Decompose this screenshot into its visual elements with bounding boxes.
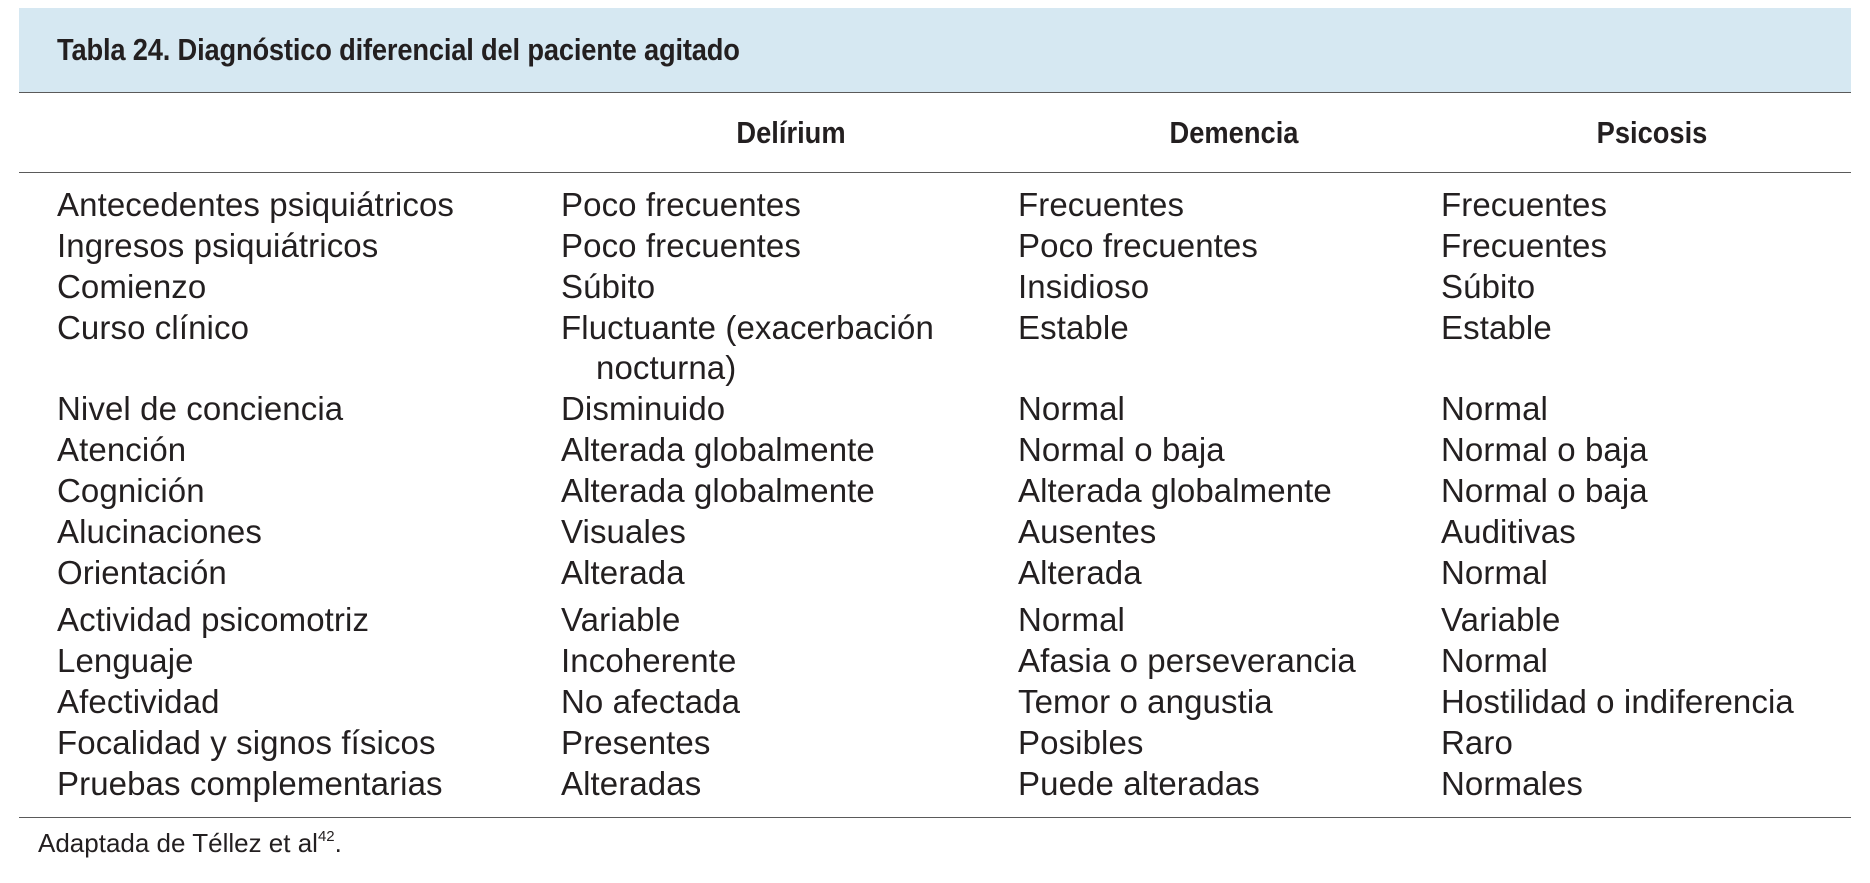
footnote-reference: 42 [317,828,335,845]
cell-psicosis: Auditivas [1441,513,1576,550]
cell-demencia: Posibles [1018,724,1144,761]
column-header-delirium: Delírium [736,115,846,150]
cell-psicosis: Normales [1441,765,1584,802]
cell-demencia: Normal [1018,601,1125,638]
cell-delirium: Súbito [561,268,656,305]
column-header-psicosis: Psicosis [1596,115,1708,150]
cell-demencia: Normal [1018,390,1125,427]
row-label: Orientación [57,554,227,591]
diagnosis-table [19,8,1851,818]
cell-psicosis: Frecuentes [1441,227,1608,264]
row-label: Pruebas complementarias [57,765,443,802]
row-label: Afectividad [57,683,220,720]
footnote-end: . [334,828,342,858]
cell-psicosis: Normal [1441,642,1548,679]
cell-psicosis: Raro [1441,724,1513,761]
row-label: Actividad psicomotriz [57,601,370,638]
cell-psicosis: Normal [1441,390,1548,427]
cell-delirium: Alterada globalmente [561,472,875,509]
cell-delirium: Disminuido [561,390,726,427]
cell-demencia: Frecuentes [1018,186,1185,223]
cell-psicosis: Súbito [1441,268,1536,305]
table-body [19,173,1851,818]
cell-psicosis: Normal o baja [1441,431,1648,468]
row-label: Ingresos psiquiátricos [57,227,379,264]
cell-delirium: Poco frecuentes [561,227,801,264]
column-header-demencia: Demencia [1169,115,1299,150]
cell-demencia: Poco frecuentes [1018,227,1258,264]
cell-psicosis: Variable [1441,601,1561,638]
cell-demencia: Estable [1018,309,1129,346]
cell-delirium-line-1: Fluctuante (exacerbación [561,309,934,346]
row-label: Focalidad y signos físicos [57,724,436,761]
cell-delirium: Visuales [561,513,686,550]
cell-demencia: Afasia o perseverancia [1018,642,1356,679]
cell-delirium: Variable [561,601,681,638]
cell-demencia: Alterada [1018,554,1142,591]
cell-demencia: Ausentes [1018,513,1157,550]
cell-delirium: Alteradas [561,765,702,802]
row-label: Antecedentes psiquiátricos [57,186,455,223]
cell-delirium-line-2: nocturna) [596,349,737,386]
cell-psicosis: Normal [1441,554,1548,591]
row-label: Comienzo [57,268,207,305]
cell-delirium: Presentes [561,724,711,761]
row-label: Cognición [57,472,205,509]
row-label: Lenguaje [57,642,194,679]
cell-demencia: Alterada globalmente [1018,472,1332,509]
cell-delirium: Alterada [561,554,685,591]
cell-delirium: Incoherente [561,642,737,679]
table-footnote [38,828,342,859]
row-label: Alucinaciones [57,513,262,550]
cell-psicosis: Estable [1441,309,1552,346]
cell-demencia: Normal o baja [1018,431,1225,468]
cell-demencia: Insidioso [1018,268,1150,305]
cell-delirium: Alterada globalmente [561,431,875,468]
cell-delirium: No afectada [561,683,741,720]
cell-delirium [561,308,934,388]
cell-psicosis: Frecuentes [1441,186,1608,223]
cell-demencia: Puede alteradas [1018,765,1260,802]
footnote-text: Adaptada de Téllez et al [38,828,318,858]
cell-demencia: Temor o angustia [1018,683,1273,720]
row-label: Atención [57,431,187,468]
cell-delirium: Poco frecuentes [561,186,801,223]
row-label: Curso clínico [57,309,250,346]
table-header-row [19,93,1851,173]
table-title-bar [19,8,1851,93]
table-title: Tabla 24. Diagnóstico diferencial del paciente agitado [57,32,740,67]
cell-psicosis: Hostilidad o indiferencia [1441,683,1794,720]
row-label: Nivel de conciencia [57,390,344,427]
cell-psicosis: Normal o baja [1441,472,1648,509]
